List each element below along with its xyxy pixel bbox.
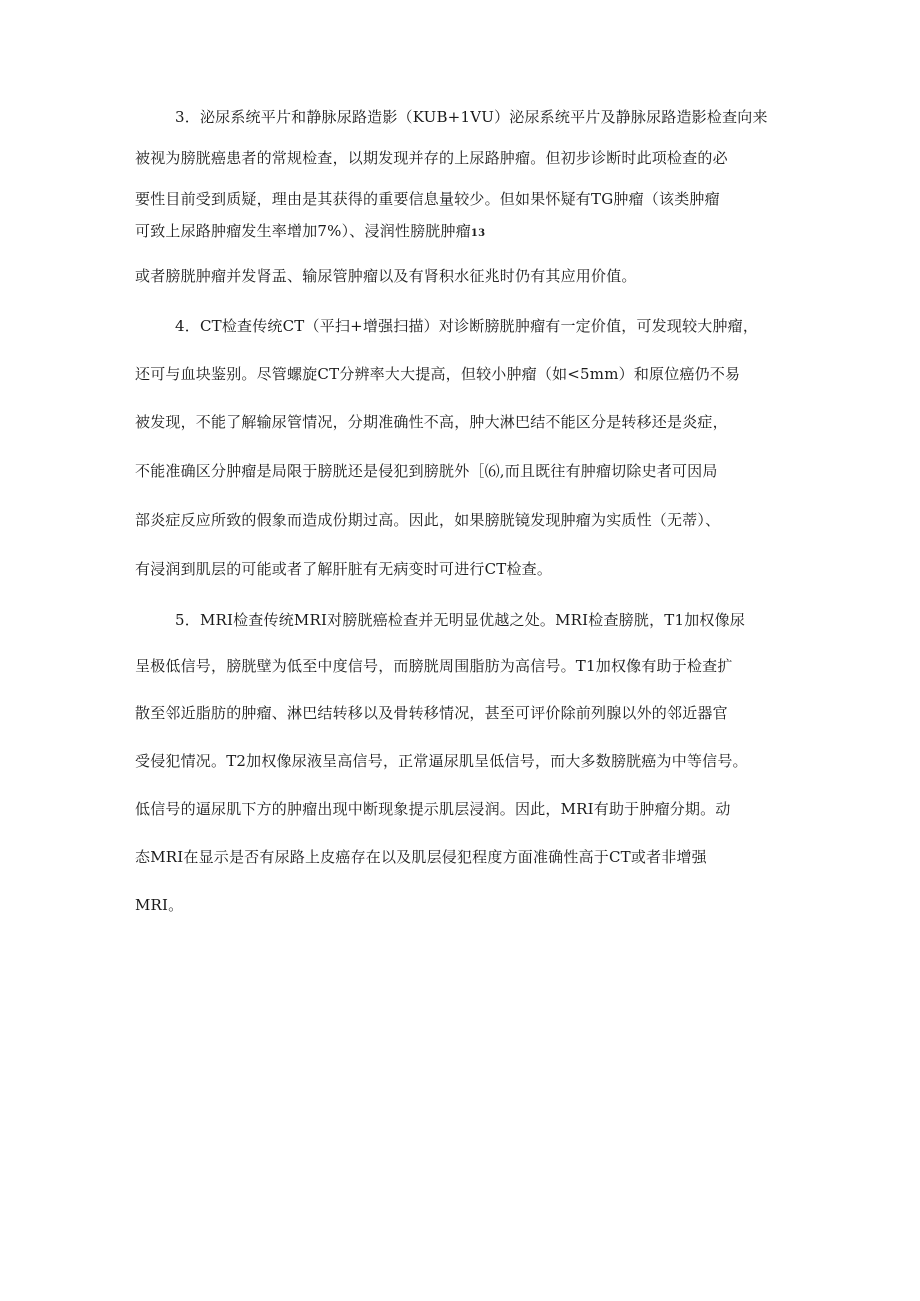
text-line: 有浸润到肌层的可能或者了解肝脏有无病变时可进行CT检查。 (135, 560, 553, 578)
text-line: 被视为膀胱癌患者的常规检查，以期发现并存的上尿路肿瘤。但初步诊断时此项检查的必 (135, 149, 728, 167)
text-line: 3．泌尿系统平片和静脉尿路造影（KUB+1VU）泌尿系统平片及静脉尿路造影检查向来 (175, 108, 768, 126)
text-line: 还可与血块鉴别。尽管螺旋CT分辨率大大提高，但较小肿瘤（如<5mm）和原位癌仍不易 (135, 365, 741, 383)
text-line: 或者膀胱肿瘤并发肾盂、输尿管肿瘤以及有肾积水征兆时仍有其应用价值。 (135, 267, 637, 285)
text-line: 4．CT检查传统CT（平扫+增强扫描）对诊断膀胱肿瘤有一定价值，可发现较大肿瘤， (175, 317, 759, 335)
text-line: 低信号的逼尿肌下方的肿瘤出现中断现象提示肌层浸润。因此，MRI有助于肿瘤分期。动 (135, 800, 731, 818)
text-segment: 可致上尿路肿瘤发生率增加7%）、浸润性膀胱肿瘤 (135, 222, 471, 240)
text-line: 呈极低信号，膀胱壁为低至中度信号，而膀胱周围脂肪为高信号。T1加权像有助于检查扩 (135, 657, 733, 675)
text-line (135, 221, 485, 244)
text-line: 被发现，不能了解输尿管情况，分期准确性不高，肿大淋巴结不能区分是转移还是炎症， (135, 413, 728, 431)
reference-marker: 13 (470, 228, 486, 239)
text-line: 受侵犯情况。T2加权像尿液呈高信号，正常逼尿肌呈低信号，而大多数膀胱癌为中等信号。 (135, 752, 748, 770)
text-line: 散至邻近脂肪的肿瘤、淋巴结转移以及骨转移情况，甚至可评价除前列腺以外的邻近器官 (135, 704, 728, 722)
text-line: 不能准确区分肿瘤是局限于膀胱还是侵犯到膀胱外［⑹,而且既往有肿瘤切除史者可因局 (135, 462, 718, 480)
text-line: 部炎症反应所致的假象而造成份期过高。因此，如果膀胱镜发现肿瘤为实质性（无蒂）、 (135, 511, 721, 529)
text-line: MRI。 (135, 896, 184, 914)
text-line: 态MRI在显示是否有尿路上皮癌存在以及肌层侵犯程度方面准确性高于CT或者非增强 (135, 848, 707, 866)
text-line: 5．MRI检查传统MRI对膀胱癌检查并无明显优越之处。MRI检查膀胱，T1加权像尿 (175, 611, 746, 629)
text-line: 要性目前受到质疑，理由是其获得的重要信息量较少。但如果怀疑有TG肿瘤（该类肿瘤 (135, 190, 720, 208)
